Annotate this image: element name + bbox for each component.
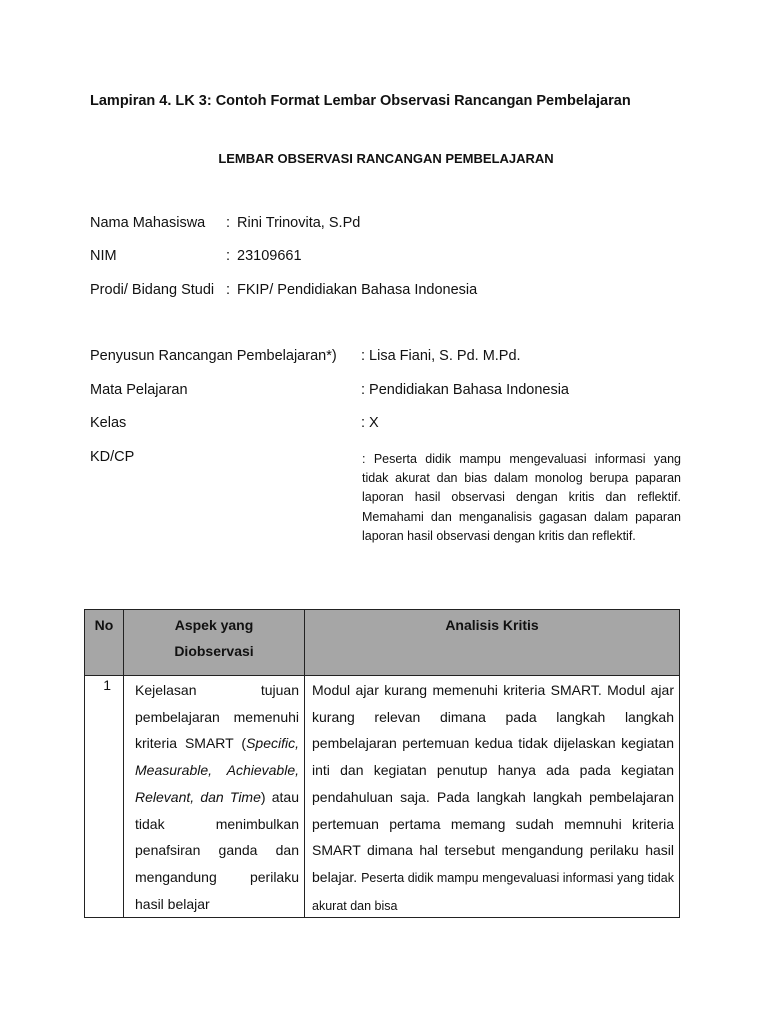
header-no [85, 610, 124, 676]
header-aspect [124, 610, 305, 676]
student-nim-separator: : [226, 248, 231, 264]
row-analysis-text [305, 676, 679, 915]
student-name-value: Rini Trinovita, S.Pd [237, 215, 361, 231]
plan-class-label: Kelas [90, 415, 127, 431]
student-nim-label: NIM [90, 248, 117, 264]
header-aspect-line1: Aspek yang [174, 617, 254, 633]
student-program-separator: : [226, 282, 231, 298]
table-row [85, 676, 680, 918]
analysis-continued-text: Peserta didik mampu mengevaluasi informasi yang tidak akurat dan bisa [312, 870, 675, 913]
row-aspect-cell [124, 676, 305, 918]
header-analysis [305, 610, 680, 676]
plan-subject-value: : Pendidiakan Bahasa Indonesia [361, 382, 569, 398]
document-title: Lampiran 4. LK 3: Contoh Format Lembar Observasi Rancangan Pembelajaran [90, 93, 631, 109]
header-no-label: No [94, 617, 114, 633]
header-analysis-label: Analisis Kritis [445, 617, 539, 633]
plan-author-value: : Lisa Fiani, S. Pd. M.Pd. [361, 348, 521, 364]
row-number: 1 [85, 676, 124, 918]
student-name-label: Nama Mahasiswa [90, 215, 206, 231]
table-header-row [85, 610, 680, 676]
header-aspect-line2: Diobservasi [174, 643, 254, 659]
student-name-separator: : [226, 215, 231, 231]
aspect-text-part2: ) atau tidak menimbulkan penafsiran ganda dan mengandung perilaku hasil belajar [135, 788, 299, 912]
row-aspect-text [124, 676, 304, 917]
form-heading: LEMBAR OBSERVASI RANCANGAN PEMBELAJARAN [218, 151, 554, 166]
student-program-value: FKIP/ Pendidiakan Bahasa Indonesia [237, 282, 478, 298]
aspect-text-part1: Kejelasan tujuan pembelajaran memenuhi kriteria SMART ( [135, 682, 299, 752]
plan-class-value: : X [361, 415, 379, 431]
plan-author-label: Penyusun Rancangan Pembelajaran*) [90, 348, 337, 364]
plan-subject-label: Mata Pelajaran [90, 382, 188, 398]
plan-kdcp-label: KD/CP [90, 449, 135, 465]
student-nim-value: 23109661 [237, 248, 302, 264]
aspect-text-italic: Specific, Measurable, Achievable, Relevant, dan Time [135, 735, 299, 805]
analysis-main-text: Modul ajar kurang memenuhi kriteria SMART. Modul ajar kurang relevan dimana pada langkah langkah pembelajaran pertemuan kedua tidak dijelaskan kegiatan inti dan kegiatan penutup hanya ada pada kegiatan pendahuluan saja. Pada langkah langkah pembelajaran pertemuan pertama memang sudah memnuhi kriteria SMART dimana hal tersebut mengandung perilaku hasil belajar. [312, 682, 674, 885]
student-program-label: Prodi/ Bidang Studi [90, 282, 215, 298]
row-analysis-cell [305, 676, 680, 918]
observation-table [84, 609, 680, 918]
plan-kdcp-value: : Peserta didik mampu mengevaluasi informasi yang tidak akurat dan bias dalam monolog berupa paparan laporan hasil observasi dengan kritis dan reflektif. Memahami dan menganalisis gagasan dalam paparan laporan hasil observasi dengan kritis dan reflektif. [362, 452, 681, 543]
